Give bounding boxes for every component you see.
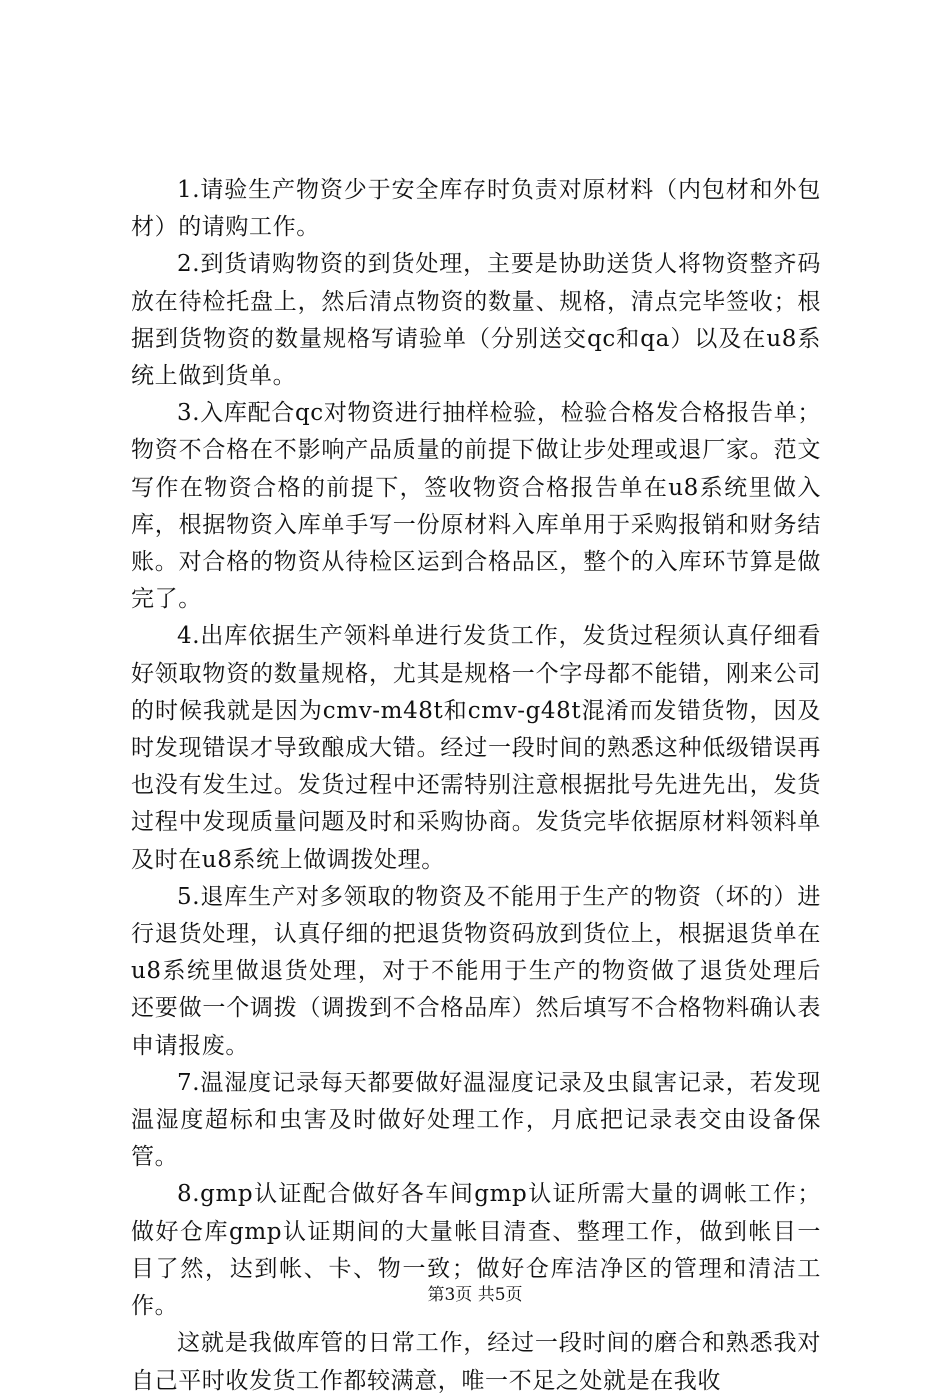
paragraph-8: 8.gmp认证配合做好各车间gmp认证所需大量的调帐工作；做好仓库gmp认证期间的大量帐目清查、整理工作，做到帐目一目了然，达到帐、卡、物一致；做好仓库洁净区的管理和清洁工作。: [131, 1181, 821, 1320]
paragraph-summary: 这就是我做库管的日常工作，经过一段时间的磨合和熟悉我对自己平时收发货工作都较满意，唯一不足之处就是在我收: [131, 1330, 821, 1394]
page-footer: 第3页 共5页: [427, 1285, 523, 1305]
paragraph-5: 5.退库生产对多领取的物资及不能用于生产的物资（坏的）进行退货处理，认真仔细的把退货物资码放到货位上，根据退货单在u8系统里做退货处理，对于不能用于生产的物资做了退货处理后还要做一个调拨（调拨到不合格品库）然后填写不合格物料确认表申请报废。: [131, 883, 821, 1059]
paragraph-3: 3.入库配合qc对物资进行抽样检验，检验合格发合格报告单；物资不合格在不影响产品质量的前提下做让步处理或退厂家。范文写作在物资合格的前提下，签收物资合格报告单在u8系统里做入库，根据物资入库单手写一份原材料入库单用于采购报销和财务结账。对合格的物资从待检区运到合格品区，整个的入库环节算是做完了。: [131, 400, 821, 613]
document-body: [131, 172, 821, 1400]
paragraph-1: 1.请验生产物资少于安全库存时负责对原材料（内包材和外包材）的请购工作。: [131, 177, 821, 241]
paragraph-7: 7.温湿度记录每天都要做好温湿度记录及虫鼠害记录，若发现温湿度超标和虫害及时做好处理工作，月底把记录表交由设备保管。: [131, 1069, 821, 1171]
paragraph-4: 4.出库依据生产领料单进行发货工作，发货过程须认真仔细看好领取物资的数量规格，尤其是规格一个字母都不能错，刚来公司的时候我就是因为cmv-m48t和cmv-g48t混淆而发错货物，因及时发现错误才导致酿成大错。经过一段时间的熟悉这种低级错误再也没有发生过。发货过程中还需特别注意根据批号先进先出，发货过程中发现质量问题及时和采购协商。发货完毕依据原材料领料单及时在u8系统上做调拨处理。: [131, 623, 821, 873]
paragraph-2: 2.到货请购物资的到货处理，主要是协助送货人将物资整齐码放在待检托盘上，然后清点物资的数量、规格，清点完毕签收；根据到货物资的数量规格写请验单（分别送交qc和qa）以及在u8系统上做到货单。: [131, 251, 821, 390]
